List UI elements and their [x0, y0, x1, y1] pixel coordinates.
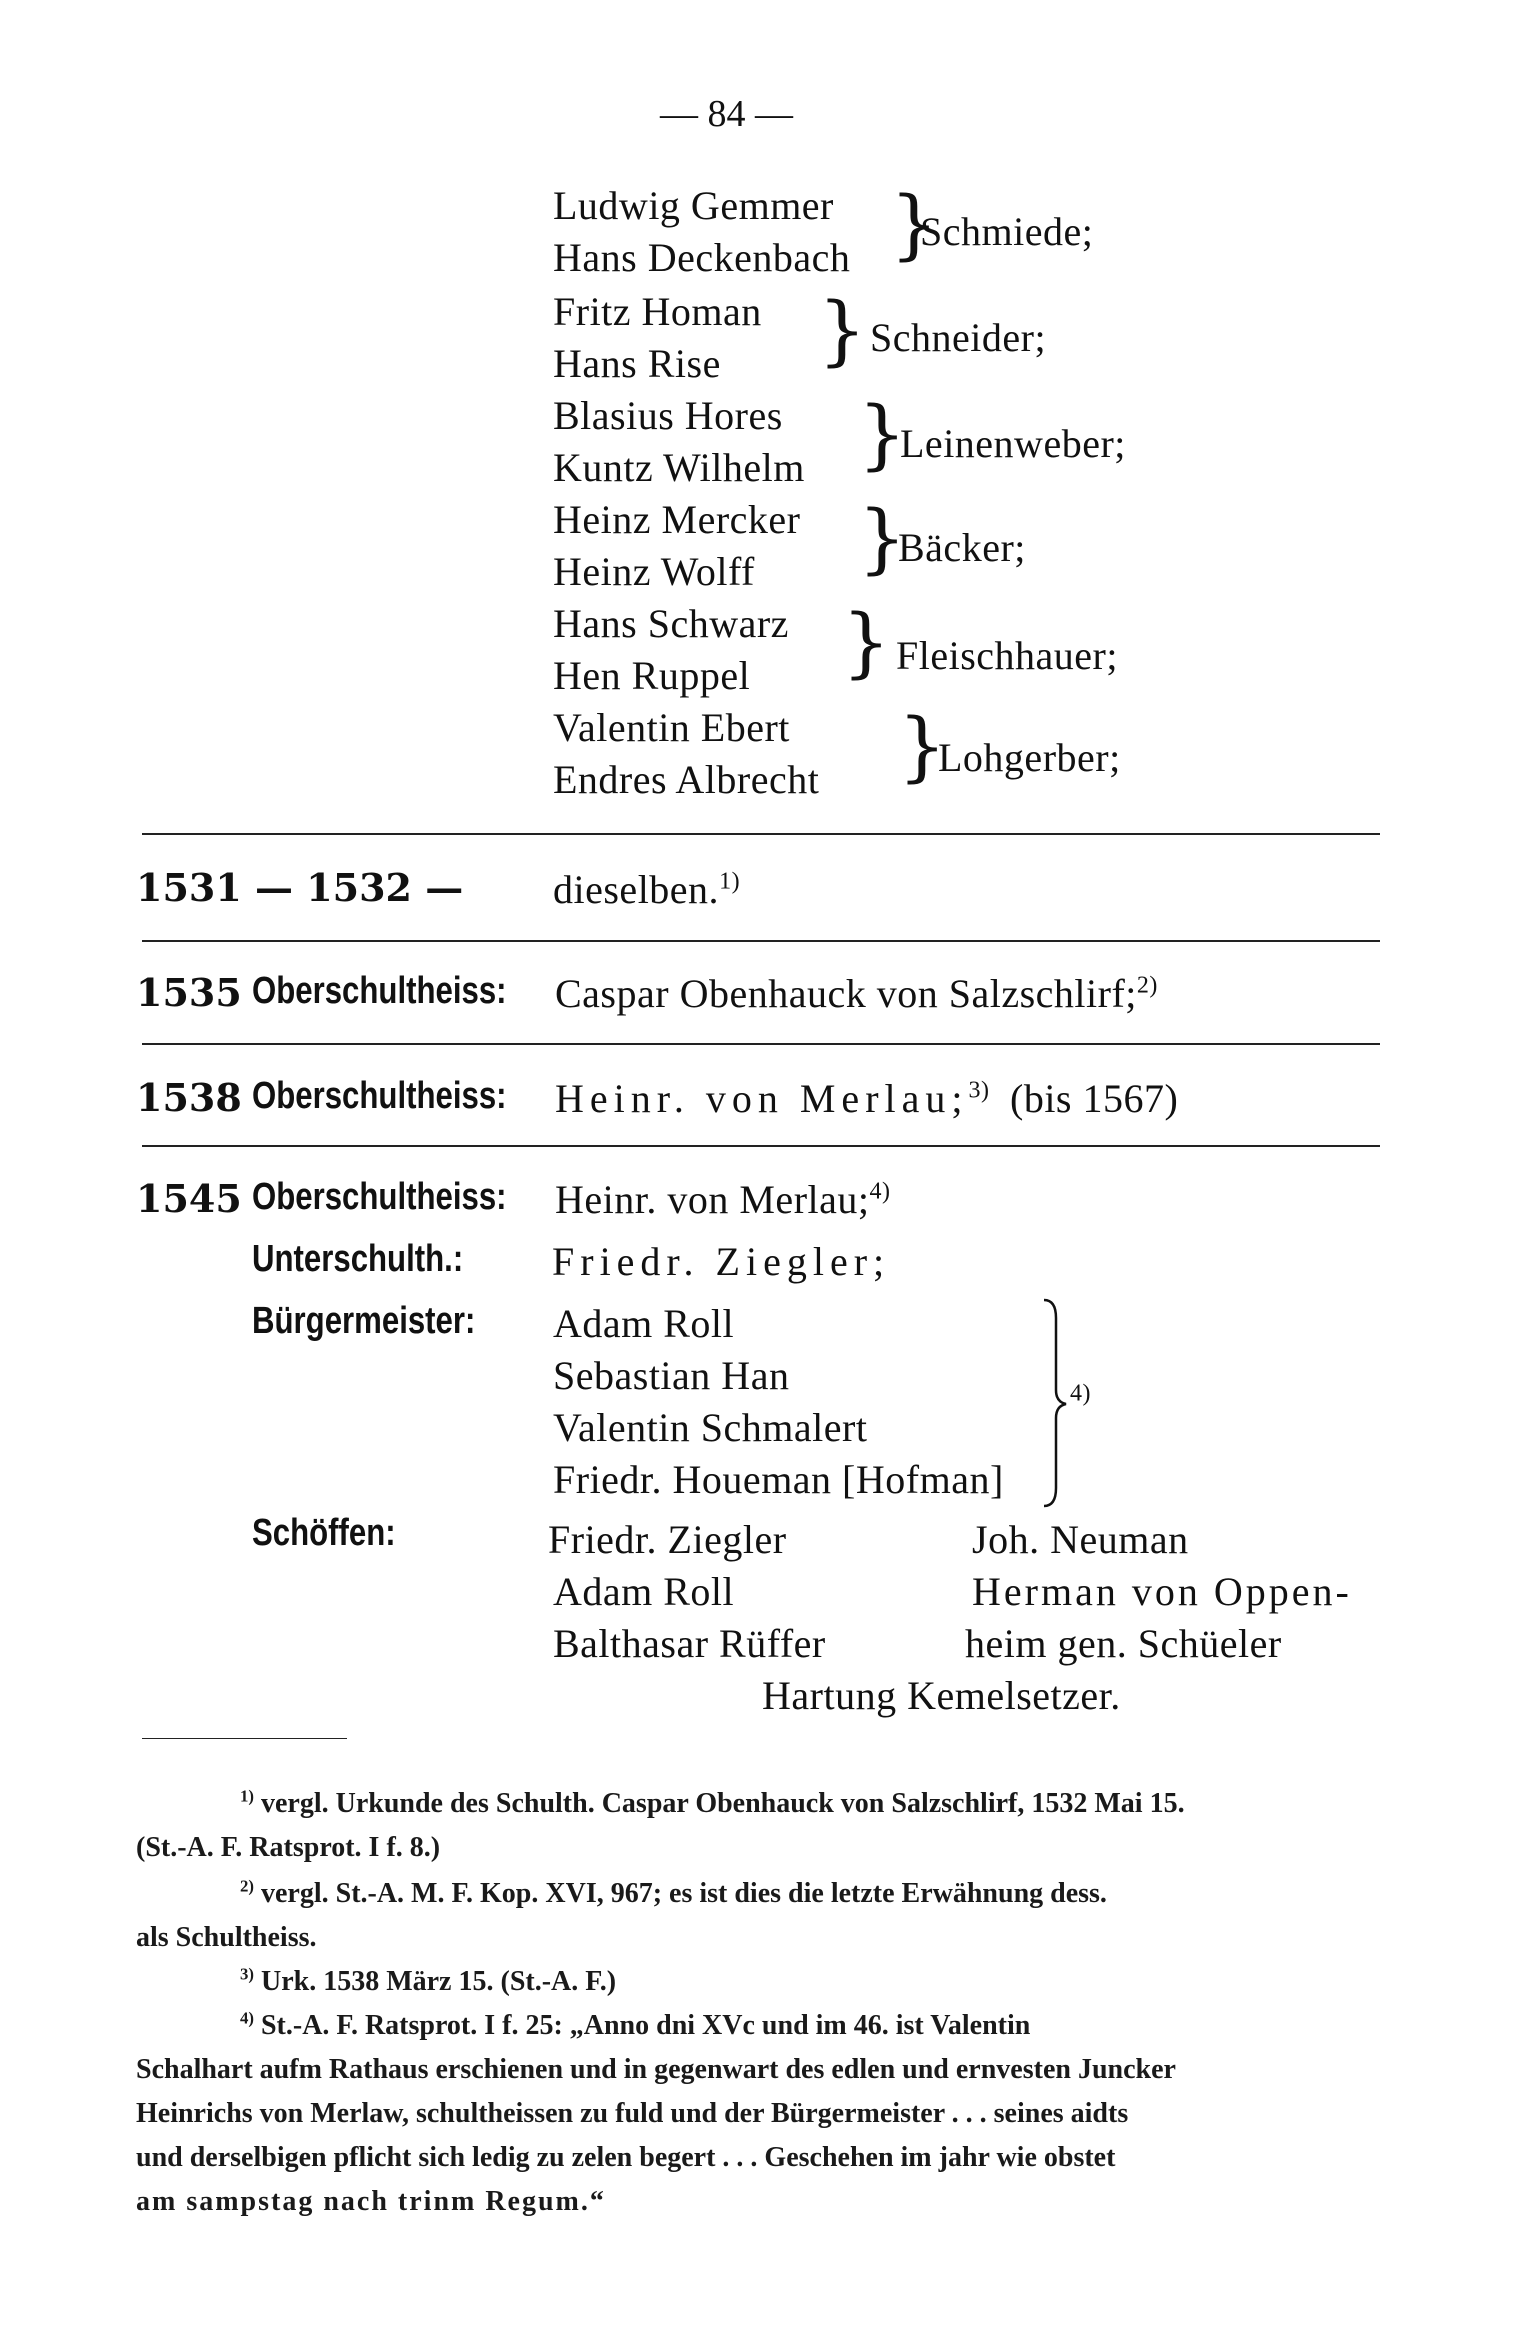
- footnote-line: und derselbigen pflicht sich ledig zu zelen begert . . . Geschehen im jahr wie obstet: [136, 2142, 1116, 2173]
- entry-year: 1538: [136, 1075, 242, 1120]
- guild-trade: Schmiede;: [920, 209, 1094, 254]
- footnote-line: am sampstag nach trinm Regum.“: [136, 2186, 606, 2217]
- schoeffe-name: Herman von Oppen-: [972, 1569, 1352, 1614]
- guild-trade: Bäcker;: [898, 525, 1026, 570]
- footnote-ref: 2): [1136, 972, 1158, 999]
- schoeffe-name: Hartung Kemelsetzer.: [762, 1673, 1121, 1718]
- guild-name: Hans Deckenbach: [553, 235, 851, 280]
- buergermeister-name: Valentin Schmalert: [553, 1405, 868, 1450]
- brace-icon: }: [858, 389, 907, 478]
- footnote-separator: [142, 1738, 347, 1739]
- guild-trade: Lohgerber;: [938, 735, 1121, 780]
- brace-icon: }: [858, 493, 907, 582]
- footnote-line: (St.-A. F. Ratsprot. I f. 8.): [136, 1832, 441, 1863]
- guild-trade: Fleischhauer;: [896, 633, 1118, 678]
- schoeffe-name: Balthasar Rüffer: [553, 1621, 826, 1666]
- footnote-mark: 1): [240, 1786, 254, 1806]
- entry-label: Bürgermeister:: [252, 1300, 476, 1342]
- entry-text-main: Heinr. von Merlau;: [555, 1076, 969, 1121]
- entry-label: Schöffen:: [252, 1512, 396, 1554]
- brace-icon: }: [818, 285, 867, 374]
- guild-name: Blasius Hores: [553, 393, 783, 438]
- brace-icon: [1040, 1298, 1070, 1508]
- guild-name: Hen Ruppel: [553, 653, 751, 698]
- buergermeister-name: Adam Roll: [553, 1301, 735, 1346]
- footnote-ref: 1): [719, 868, 741, 895]
- brace-icon: }: [842, 597, 891, 686]
- divider: [142, 833, 1380, 835]
- footnote-line: Schalhart aufm Rathaus erschienen und in gegenwart des edlen und ernvesten Juncker: [136, 2054, 1176, 2085]
- footnote-line: Urk. 1538 März 15. (St.-A. F.): [260, 1966, 617, 1997]
- footnote: [240, 1788, 1185, 1820]
- guild-name: Hans Rise: [553, 341, 721, 386]
- guild-name: Heinz Mercker: [553, 497, 801, 542]
- guild-name: Hans Schwarz: [553, 601, 789, 646]
- entry-text: [555, 1176, 891, 1223]
- footnote-ref-mark: 4): [1070, 1380, 1091, 1407]
- footnote-line: vergl. St.-A. M. F. Kop. XVI, 967; es ist dies die letzte Erwähnung dess.: [260, 1878, 1107, 1909]
- guild-trade: Leinenweber;: [900, 421, 1126, 466]
- brace-icon: }: [890, 179, 939, 268]
- entry-text: [553, 866, 740, 913]
- entry-label: Unterschulth.:: [252, 1238, 464, 1280]
- footnote-mark: 3): [240, 1964, 254, 1984]
- footnote: [240, 1878, 1107, 1910]
- footnote-line: vergl. Urkunde des Schulth. Caspar Obenhauck von Salzschlirf, 1532 Mai 15.: [260, 1788, 1185, 1819]
- schoeffe-name: Friedr. Ziegler: [548, 1517, 787, 1562]
- buergermeister-name: Sebastian Han: [553, 1353, 790, 1398]
- footnote-ref: [1070, 1378, 1091, 1425]
- schoeffe-name: heim gen. Schüeler: [965, 1621, 1282, 1666]
- guild-name: Valentin Ebert: [553, 705, 790, 750]
- divider: [142, 1043, 1380, 1045]
- divider: [142, 940, 1380, 942]
- entry-text-main: Caspar Obenhauck von Salzschlirf;: [555, 971, 1137, 1016]
- guild-name: Ludwig Gemmer: [553, 183, 834, 228]
- entry-text-main: dieselben.: [553, 867, 720, 912]
- entry-label: Oberschultheiss:: [252, 1176, 507, 1218]
- entry-text-main: Heinr. von Merlau;: [555, 1177, 870, 1222]
- footnote: [240, 2010, 1030, 2042]
- entry-text: [555, 970, 1158, 1017]
- guild-trade: Schneider;: [870, 315, 1047, 360]
- footnote: [240, 1966, 616, 1998]
- footnote-line: Heinrichs von Merlaw, schultheissen zu fuld und der Bürgermeister . . . seines aidts: [136, 2098, 1129, 2129]
- guild-name: Fritz Homan: [553, 289, 762, 334]
- footnote-line: St.-A. F. Ratsprot. I f. 25: „Anno dni XVc und im 46. ist Valentin: [260, 2010, 1031, 2041]
- schoeffe-name: Joh. Neuman: [972, 1517, 1189, 1562]
- footnote-ref: 4): [869, 1178, 891, 1205]
- schoeffe-name: Adam Roll: [553, 1569, 735, 1614]
- footnote-line: als Schultheiss.: [136, 1922, 317, 1953]
- guild-name: Kuntz Wilhelm: [553, 445, 805, 490]
- entry-label: Oberschultheiss:: [252, 1075, 507, 1117]
- entry-year: 1535: [136, 970, 242, 1015]
- guild-name: Heinz Wolff: [553, 549, 755, 594]
- footnote-mark: 2): [240, 1876, 254, 1896]
- footnote-mark: 4): [240, 2008, 254, 2028]
- entry-year: 1531 — 1532 —: [136, 865, 464, 910]
- entry-text-extra: (bis 1567): [1010, 1076, 1179, 1121]
- buergermeister-name: Friedr. Houeman [Hofman]: [553, 1457, 1004, 1502]
- entry-label: Oberschultheiss:: [252, 970, 507, 1012]
- entry-text-main: Friedr. Ziegler;: [552, 1239, 891, 1284]
- brace-icon: }: [898, 701, 947, 790]
- footnote-ref: 3): [968, 1077, 990, 1104]
- page-number: — 84 —: [660, 93, 793, 135]
- entry-text: [555, 1075, 1178, 1122]
- entry-year: 1545: [136, 1176, 242, 1221]
- guild-name: Endres Albrecht: [553, 757, 820, 802]
- divider: [142, 1145, 1380, 1147]
